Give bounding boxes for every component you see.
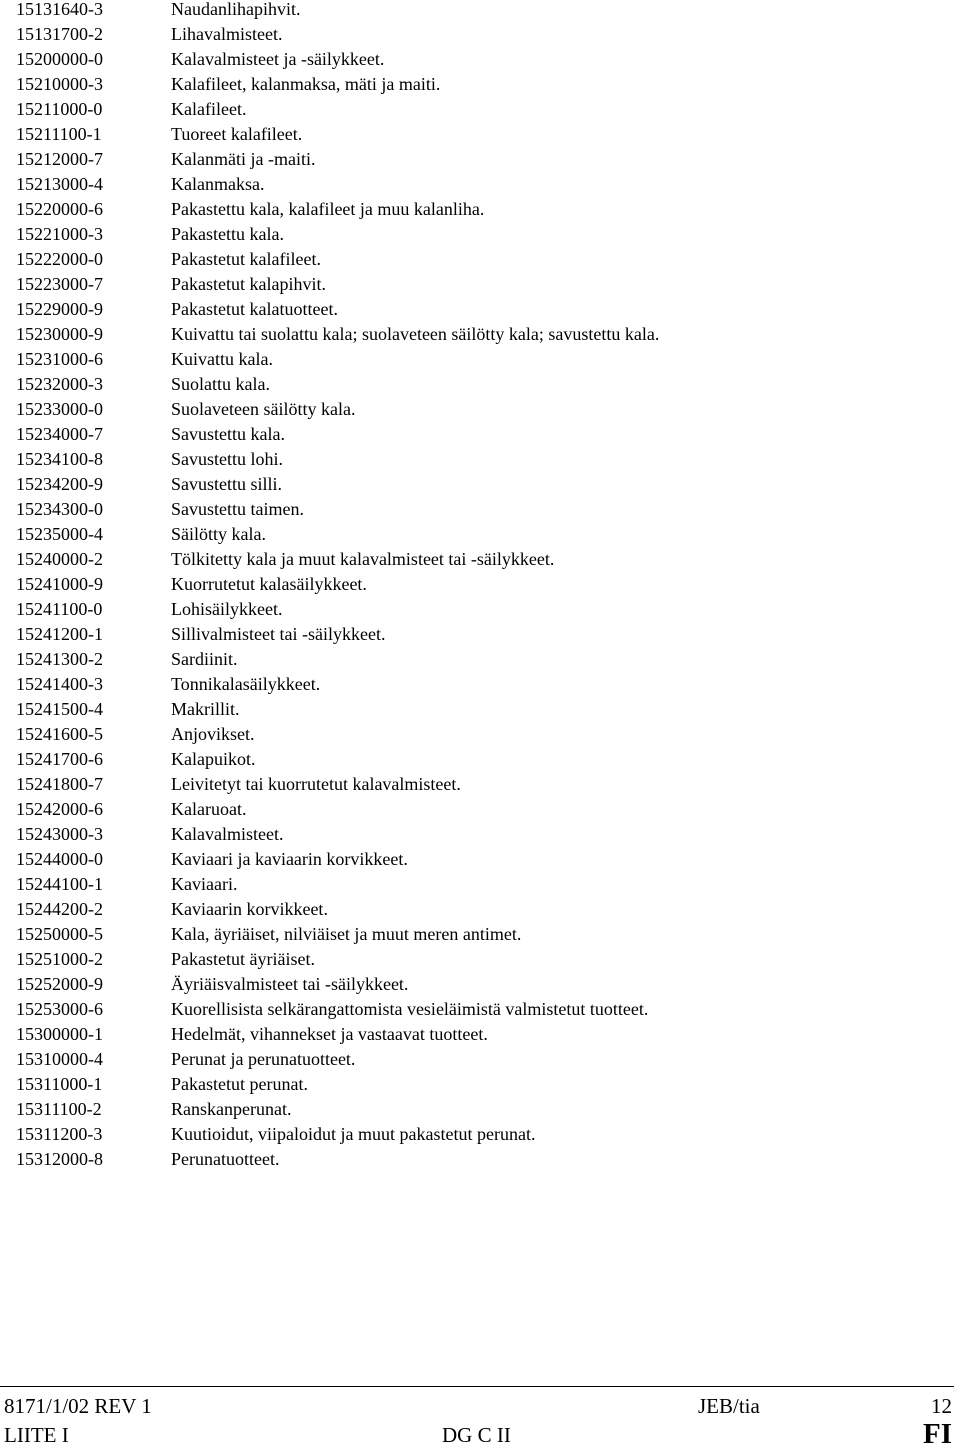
cpv-code: 15244000-0 — [16, 849, 103, 869]
cpv-description: Perunat ja perunatuotteet. — [171, 1049, 356, 1069]
list-item — [16, 572, 936, 597]
list-item — [16, 922, 936, 947]
cpv-code: 15242000-6 — [16, 799, 103, 819]
cpv-description: Anjovikset. — [171, 724, 255, 744]
list-item — [16, 47, 936, 72]
cpv-description: Kalaruoat. — [171, 799, 247, 819]
list-item — [16, 172, 936, 197]
list-item — [16, 247, 936, 272]
cpv-description: Pakastettu kala, kalafileet ja muu kalanliha. — [171, 199, 485, 219]
cpv-description: Äyriäisvalmisteet tai -säilykkeet. — [171, 974, 409, 994]
cpv-code: 15241000-9 — [16, 574, 103, 594]
cpv-code: 15241400-3 — [16, 674, 103, 694]
list-item — [16, 972, 936, 997]
cpv-code: 15232000-3 — [16, 374, 103, 394]
list-item — [16, 347, 936, 372]
cpv-description: Kalavalmisteet. — [171, 824, 284, 844]
cpv-description: Tonnikalasäilykkeet. — [171, 674, 321, 694]
cpv-description: Ranskanperunat. — [171, 1099, 292, 1119]
cpv-description: Pakastetut perunat. — [171, 1074, 308, 1094]
cpv-description: Tölkitetty kala ja muut kalavalmisteet tai -säilykkeet. — [171, 549, 555, 569]
list-item — [16, 0, 936, 22]
cpv-description: Savustettu taimen. — [171, 499, 304, 519]
cpv-description: Kaviaarin korvikkeet. — [171, 899, 328, 919]
list-item — [16, 497, 936, 522]
cpv-description: Lohisäilykkeet. — [171, 599, 283, 619]
list-item — [16, 147, 936, 172]
list-item — [16, 297, 936, 322]
list-item — [16, 672, 936, 697]
document-reference: 8171/1/02 REV 1 — [4, 1394, 152, 1418]
list-item — [16, 222, 936, 247]
cpv-description: Kaviaari ja kaviaarin korvikkeet. — [171, 849, 408, 869]
cpv-description: Sardiinit. — [171, 649, 238, 669]
list-item — [16, 197, 936, 222]
cpv-description: Pakastetut kalapihvit. — [171, 274, 326, 294]
list-item — [16, 622, 936, 647]
cpv-code: 15240000-2 — [16, 549, 103, 569]
cpv-code: 15234000-7 — [16, 424, 103, 444]
cpv-code: 15223000-7 — [16, 274, 103, 294]
list-item — [16, 522, 936, 547]
cpv-description: Kuivattu tai suolattu kala; suolaveteen säilötty kala; savustettu kala. — [171, 324, 660, 344]
cpv-description: Pakastetut kalafileet. — [171, 249, 321, 269]
list-item — [16, 97, 936, 122]
cpv-code: 15253000-6 — [16, 999, 103, 1019]
cpv-description: Kalavalmisteet ja -säilykkeet. — [171, 49, 385, 69]
directorate-label: DG C II — [442, 1423, 511, 1447]
cpv-code: 15244100-1 — [16, 874, 103, 894]
cpv-code: 15131700-2 — [16, 24, 103, 44]
cpv-description: Kalanmaksa. — [171, 174, 265, 194]
cpv-code: 15210000-3 — [16, 74, 103, 94]
list-item — [16, 472, 936, 497]
cpv-code: 15241100-0 — [16, 599, 103, 619]
cpv-description: Kala, äyriäiset, nilviäiset ja muut meren antimet. — [171, 924, 522, 944]
cpv-description: Suolattu kala. — [171, 374, 270, 394]
list-item — [16, 897, 936, 922]
cpv-code: 15300000-1 — [16, 1024, 103, 1044]
code-list — [16, 0, 936, 1172]
list-item — [16, 1022, 936, 1047]
cpv-code: 15241300-2 — [16, 649, 103, 669]
cpv-description: Kalanmäti ja -maiti. — [171, 149, 316, 169]
list-item — [16, 747, 936, 772]
cpv-description: Kalafileet, kalanmaksa, mäti ja maiti. — [171, 74, 441, 94]
list-item — [16, 122, 936, 147]
footer-divider — [0, 1386, 954, 1387]
list-item — [16, 447, 936, 472]
list-item — [16, 272, 936, 297]
cpv-code: 15311100-2 — [16, 1099, 102, 1119]
list-item — [16, 872, 936, 897]
cpv-code: 15251000-2 — [16, 949, 103, 969]
language-code: FI — [923, 1418, 952, 1450]
list-item — [16, 1147, 936, 1172]
list-item — [16, 72, 936, 97]
cpv-code: 15241700-6 — [16, 749, 103, 769]
list-item — [16, 397, 936, 422]
cpv-code: 15230000-9 — [16, 324, 103, 344]
list-item — [16, 697, 936, 722]
cpv-code: 15220000-6 — [16, 199, 103, 219]
cpv-code: 15252000-9 — [16, 974, 103, 994]
cpv-code: 15211000-0 — [16, 99, 103, 119]
cpv-code: 15235000-4 — [16, 524, 103, 544]
cpv-description: Säilötty kala. — [171, 524, 266, 544]
cpv-description: Lihavalmisteet. — [171, 24, 283, 44]
cpv-description: Leivitetyt tai kuorrutetut kalavalmisteet. — [171, 774, 461, 794]
cpv-code: 15311000-1 — [16, 1074, 103, 1094]
cpv-description: Tuoreet kalafileet. — [171, 124, 303, 144]
cpv-description: Kuutioidut, viipaloidut ja muut pakastetut perunat. — [171, 1124, 536, 1144]
cpv-code: 15241800-7 — [16, 774, 103, 794]
list-item — [16, 1122, 936, 1147]
list-item — [16, 1072, 936, 1097]
list-item — [16, 947, 936, 972]
cpv-code: 15200000-0 — [16, 49, 103, 69]
cpv-code: 15234200-9 — [16, 474, 103, 494]
cpv-code: 15250000-5 — [16, 924, 103, 944]
cpv-code: 15221000-3 — [16, 224, 103, 244]
cpv-description: Naudanlihapihvit. — [171, 0, 301, 19]
cpv-description: Pakastetut kalatuotteet. — [171, 299, 338, 319]
list-item — [16, 422, 936, 447]
list-item — [16, 647, 936, 672]
list-item — [16, 322, 936, 347]
list-item — [16, 22, 936, 47]
cpv-description: Kuorrutetut kalasäilykkeet. — [171, 574, 367, 594]
cpv-description: Kuorellisista selkärangattomista vesieläimistä valmistetut tuotteet. — [171, 999, 649, 1019]
cpv-description: Kuivattu kala. — [171, 349, 273, 369]
cpv-code: 15222000-0 — [16, 249, 103, 269]
author-initials: JEB/tia — [698, 1394, 760, 1418]
cpv-code: 15312000-8 — [16, 1149, 103, 1169]
cpv-code: 15241600-5 — [16, 724, 103, 744]
cpv-code: 15231000-6 — [16, 349, 103, 369]
cpv-code: 15234300-0 — [16, 499, 103, 519]
cpv-description: Makrillit. — [171, 699, 240, 719]
cpv-code: 15211100-1 — [16, 124, 102, 144]
list-item — [16, 822, 936, 847]
cpv-code: 15310000-4 — [16, 1049, 103, 1069]
cpv-description: Perunatuotteet. — [171, 1149, 280, 1169]
list-item — [16, 1047, 936, 1072]
cpv-description: Suolaveteen säilötty kala. — [171, 399, 356, 419]
cpv-description: Savustettu kala. — [171, 424, 285, 444]
cpv-description: Savustettu silli. — [171, 474, 283, 494]
cpv-description: Pakastettu kala. — [171, 224, 284, 244]
list-item — [16, 597, 936, 622]
cpv-code: 15131640-3 — [16, 0, 103, 19]
cpv-code: 15241500-4 — [16, 699, 103, 719]
list-item — [16, 372, 936, 397]
cpv-description: Hedelmät, vihannekset ja vastaavat tuotteet. — [171, 1024, 488, 1044]
annex-label: LIITE I — [4, 1423, 69, 1447]
cpv-code: 15243000-3 — [16, 824, 103, 844]
list-item — [16, 1097, 936, 1122]
cpv-description: Kaviaari. — [171, 874, 238, 894]
list-item — [16, 797, 936, 822]
cpv-code: 15241200-1 — [16, 624, 103, 644]
cpv-code: 15244200-2 — [16, 899, 103, 919]
list-item — [16, 847, 936, 872]
page-number: 12 — [931, 1394, 952, 1418]
cpv-code: 15233000-0 — [16, 399, 103, 419]
list-item — [16, 772, 936, 797]
cpv-description: Savustettu lohi. — [171, 449, 283, 469]
list-item — [16, 997, 936, 1022]
cpv-description: Kalafileet. — [171, 99, 247, 119]
cpv-code: 15234100-8 — [16, 449, 103, 469]
list-item — [16, 722, 936, 747]
cpv-code: 15213000-4 — [16, 174, 103, 194]
cpv-code: 15311200-3 — [16, 1124, 103, 1144]
cpv-code: 15212000-7 — [16, 149, 103, 169]
cpv-description: Kalapuikot. — [171, 749, 256, 769]
cpv-code: 15229000-9 — [16, 299, 103, 319]
list-item — [16, 547, 936, 572]
cpv-description: Pakastetut äyriäiset. — [171, 949, 315, 969]
cpv-description: Sillivalmisteet tai -säilykkeet. — [171, 624, 386, 644]
